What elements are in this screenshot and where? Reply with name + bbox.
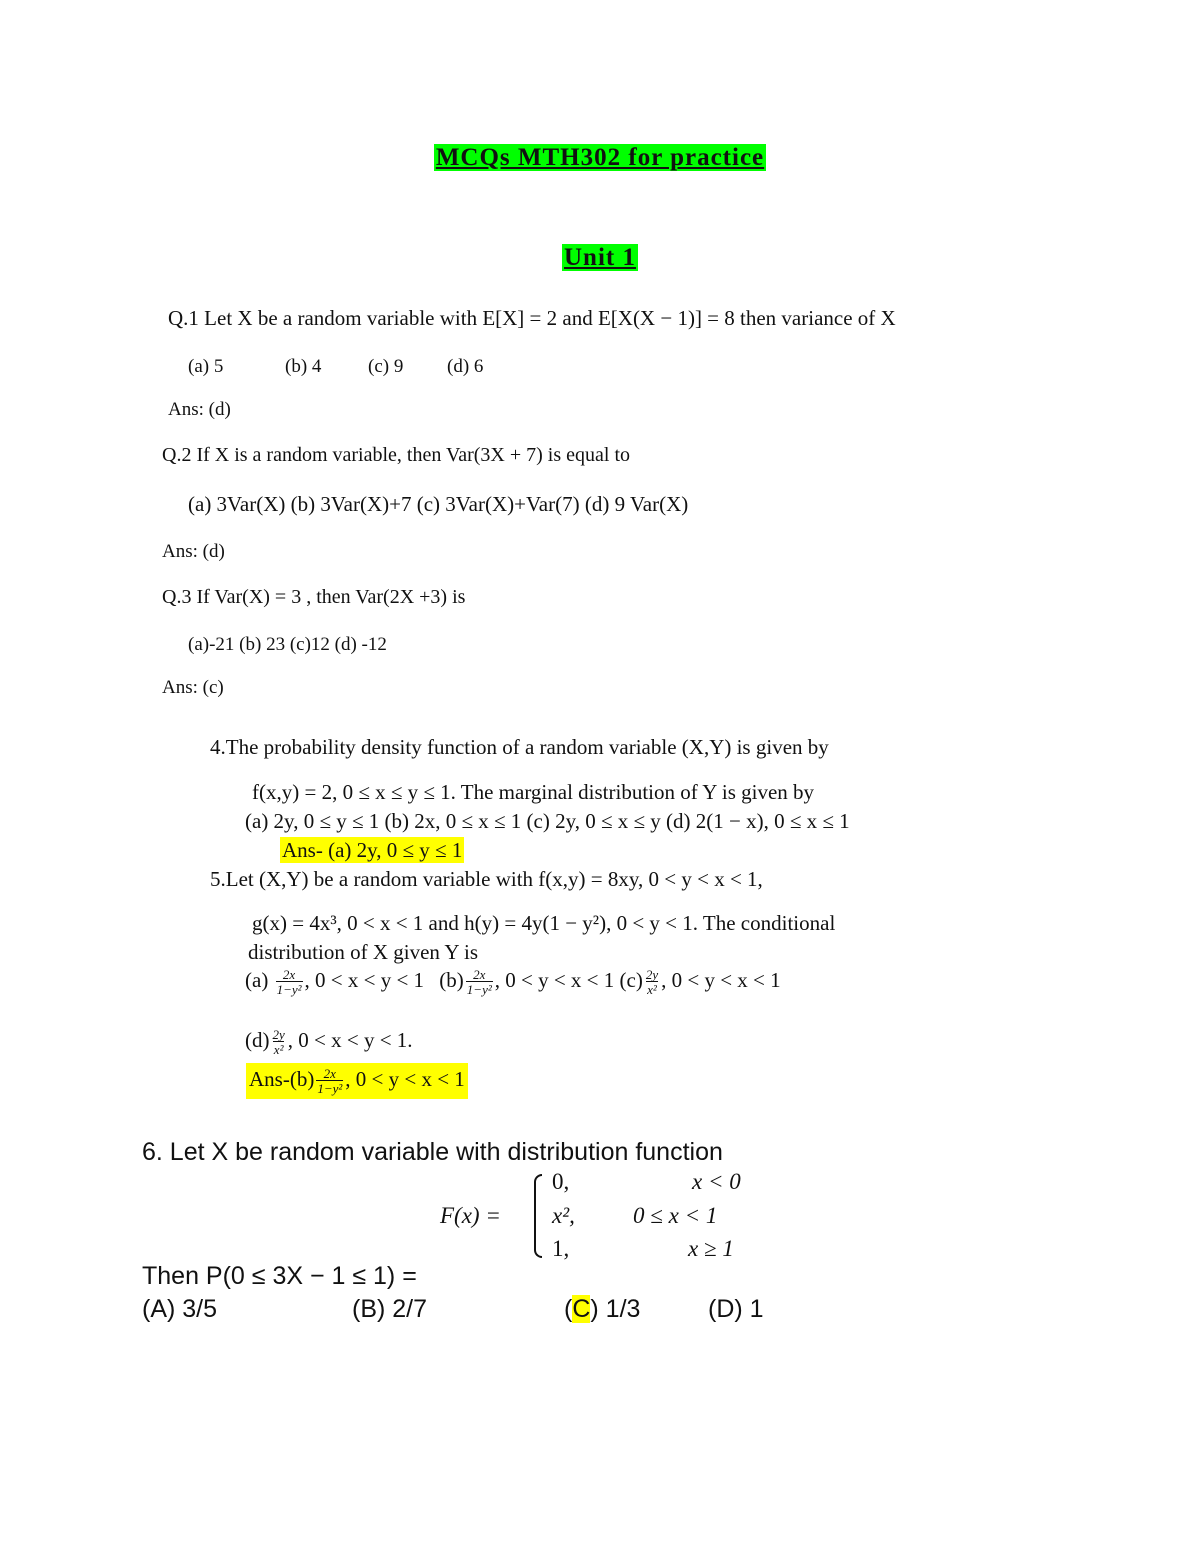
q6-case3-condition: x ≥ 1 bbox=[688, 1236, 734, 1261]
q6-option-b: (B) 2/7 bbox=[352, 1295, 428, 1323]
q6-option-d: (D) 1 bbox=[708, 1295, 764, 1323]
q5-option-d-label: (d) bbox=[245, 1027, 270, 1052]
q5-answer-box bbox=[246, 1063, 468, 1099]
q6-case1-value: 0, bbox=[552, 1169, 570, 1194]
q5-option-c-fraction bbox=[645, 968, 659, 996]
q4-options: (a) 2y, 0 ≤ y ≤ 1 (b) 2x, 0 ≤ x ≤ 1 (c) 2y, 0 ≤ x ≤ y (d) 2(1 − x), 0 ≤ x ≤ 1 bbox=[245, 809, 850, 833]
q6-case2-condition: 0 ≤ x < 1 bbox=[633, 1203, 718, 1228]
q5-option-a-fraction bbox=[276, 968, 303, 996]
q6-fx-label: F(x) = bbox=[440, 1203, 501, 1228]
document-title-row bbox=[0, 145, 1200, 170]
q1-option-a: (a) 5 bbox=[188, 356, 224, 377]
q5-option-b-fraction bbox=[466, 968, 493, 996]
q3-options: (a)-21 (b) 23 (c)12 (d) -12 bbox=[188, 634, 387, 655]
q5-answer-label: Ans-(b) bbox=[249, 1066, 315, 1091]
q6-left-brace bbox=[534, 1174, 542, 1258]
q2-answer: Ans: (d) bbox=[162, 541, 225, 562]
q4-line1: 4.The probability density function of a random variable (X,Y) is given by bbox=[210, 735, 829, 759]
q3-answer: Ans: (c) bbox=[162, 677, 224, 698]
q5-option-a-label: (a) bbox=[245, 967, 269, 992]
q5-option-b-den: 1−y² bbox=[466, 982, 492, 997]
q5-option-c-label: (c) bbox=[619, 967, 643, 992]
unit-heading-row bbox=[0, 245, 1200, 270]
q5-answer-rest: , 0 < y < x < 1 bbox=[345, 1066, 465, 1091]
q5-option-d-den: x² bbox=[273, 1042, 284, 1057]
q5-line3: distribution of X given Y is bbox=[248, 940, 479, 964]
q6-option-c-open: ( bbox=[564, 1295, 573, 1323]
q3-question: Q.3 If Var(X) = 3 , then Var(2X +3) is bbox=[162, 586, 466, 608]
q5-option-b-num: 2x bbox=[473, 967, 486, 982]
q5-option-b-rest: , 0 < y < x < 1 bbox=[494, 967, 615, 992]
q2-options: (a) 3Var(X) (b) 3Var(X)+7 (c) 3Var(X)+Var(7) (d) 9 Var(X) bbox=[188, 492, 689, 516]
q5-option-a-den: 1−y² bbox=[276, 982, 302, 997]
q5-answer-den: 1−y² bbox=[317, 1081, 343, 1096]
q6-option-c-letter: C bbox=[572, 1295, 591, 1323]
q4-line2: f(x,y) = 2, 0 ≤ x ≤ y ≤ 1. The marginal distribution of Y is given by bbox=[252, 780, 815, 804]
q6-question: 6. Let X be random variable with distribution function bbox=[142, 1138, 723, 1166]
q4-answer: Ans- (a) 2y, 0 ≤ y ≤ 1 bbox=[282, 838, 463, 862]
q6-option-c bbox=[564, 1297, 640, 1322]
q5-line1: 5.Let (X,Y) be a random variable with f(x,y) = 8xy, 0 < y < x < 1, bbox=[210, 867, 763, 891]
q5-answer-fraction bbox=[316, 1067, 343, 1095]
q1-option-b: (b) 4 bbox=[285, 356, 322, 377]
document-title: MCQs MTH302 for practice bbox=[435, 144, 765, 171]
q5-option-c-den: x² bbox=[647, 982, 657, 997]
q6-case1-condition: x < 0 bbox=[692, 1169, 741, 1194]
q5-option-d-num: 2y bbox=[272, 1027, 285, 1042]
q6-option-a: (A) 3/5 bbox=[142, 1295, 218, 1323]
q1-option-d: (d) 6 bbox=[447, 356, 484, 377]
q6-then: Then P(0 ≤ 3X − 1 ≤ 1) = bbox=[142, 1262, 417, 1290]
q5-option-a-num: 2x bbox=[282, 967, 296, 982]
q5-option-d-rest: , 0 < x < y < 1. bbox=[287, 1027, 413, 1052]
q6-case3-value: 1, bbox=[552, 1236, 570, 1261]
q2-question: Q.2 If X is a random variable, then Var(3X + 7) is equal to bbox=[162, 444, 631, 466]
q6-option-c-rest: ) 1/3 bbox=[590, 1295, 641, 1323]
q5-option-c-num: 2y bbox=[645, 967, 659, 982]
q1-option-c: (c) 9 bbox=[368, 356, 404, 377]
q1-question: Q.1 Let X be a random variable with E[X] = 2 and E[X(X − 1)] = 8 then variance of X bbox=[168, 306, 896, 330]
q5-option-b-label: (b) bbox=[439, 967, 464, 992]
q1-answer: Ans: (d) bbox=[168, 399, 231, 420]
q5-answer-num: 2x bbox=[323, 1066, 336, 1081]
q5-option-a-rest: , 0 < x < y < 1 bbox=[304, 967, 425, 992]
q5-line2: g(x) = 4x³, 0 < x < 1 and h(y) = 4y(1 − y²), 0 < y < 1. The conditional bbox=[252, 911, 836, 935]
q6-case2-value: x², bbox=[552, 1203, 575, 1228]
unit-heading: Unit 1 bbox=[564, 244, 636, 271]
q4-answer-row bbox=[280, 840, 464, 861]
q5-option-d-fraction bbox=[272, 1028, 286, 1056]
q5-option-d-row bbox=[245, 1028, 413, 1056]
q5-answer-row bbox=[246, 1063, 468, 1099]
q5-options-abc bbox=[245, 968, 781, 996]
q5-option-c-rest: , 0 < y < x < 1 bbox=[661, 967, 781, 992]
